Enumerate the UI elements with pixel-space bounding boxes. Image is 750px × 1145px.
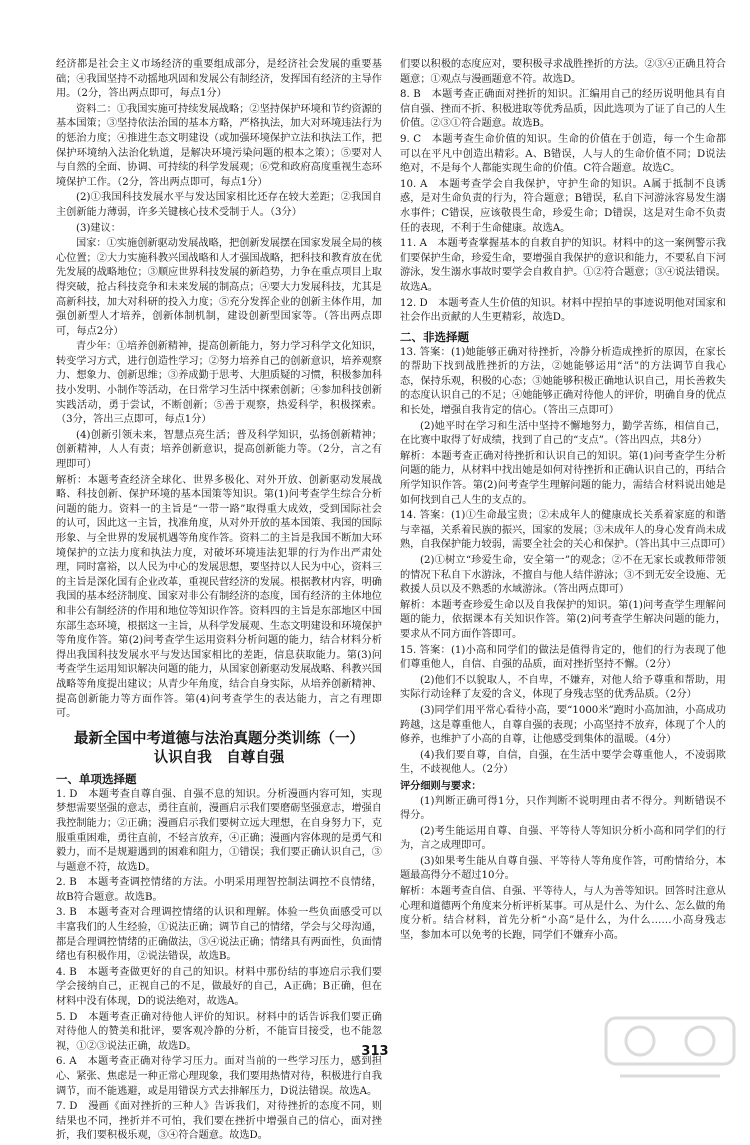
left-item-1: 1. D 本题考查自尊自强、自强不息的知识。分析漫画内容可知，实现梦想需要坚强的意志，勇往直前，漫画启示我们要磨砺坚强意志，增强自我控制能力；②正确；漫画启示我们要树立远大理想，在自身努力下，克服重重困难，勇往直前，不轻言放弃，④正确；漫画内容体现的是勇气和毅力，而不是规避遇到的困难和阻力，①错误；我们要正确认识自己，③与题意不符，故选D。 — [56, 788, 382, 873]
part-one-heading: 一、单项选择题 — [56, 771, 137, 786]
left-column — [56, 58, 382, 1145]
scoring-rule-3: (3)如果考生能从自尊自强、平等待人等角度作答，可酌情给分，本题最高得分不超过10分。 — [400, 855, 726, 882]
right-item-10: 10. A 本题考查学会自我保护，守护生命的知识。A属于抵制不良诱惑，是对生命负责的行为，符合题意；B错误，私自下河游泳容易发生溺水事件；C错误，应该敬畏生命，珍爱生命；D错误，这是对生命不负责任的表现，不利于生命健康。故选A。 — [400, 178, 726, 234]
section-title: 最新全国中考道德与法治真题分类训练（一） — [74, 730, 364, 747]
right-item-14-2: (2)①树立“珍爱生命，安全第一”的观念；②不在无家长或教师带领的情况下私自下水游泳，不擅自与他人结伴游泳；③不到无安全设施、无救援人员以及不熟悉的水域游泳。（答出两点即可） — [400, 555, 726, 596]
right-item-8: 8. B 本题考查正确面对挫折的知识。汇编用自己的经历说明他具有自信自强、挫而不折、积极进取等优秀品质，因此选项为了证了自己的人生价值。②③①符合题意。故选B。 — [400, 89, 726, 130]
left-item-5: 5. D 本题考查正确对待他人评价的知识。材料中的话告诉我们要正确对待他人的赞美和批评，要客观冷静的分析，不能盲目接受，也不能忽视，①②③说法正确，故选D。 — [56, 1011, 382, 1052]
right-item-13: 13. 答案：(1)她能够正确对待挫折，冷静分析造成挫折的原因，在家长的帮助下找到战胜挫折的方法，②她能够运用“活”的方法调节自我心态，保持乐观，积极的心态；③她能够积极正确地认识自己，用长善救失的态度认识自己的不足；④她能够正确对待他人的评价，明确自身的优点和长处，增强自我肯定的信心。（答出三点即可） — [400, 346, 726, 417]
left-analysis: 解析：本题考查经济全球化、世界多极化、对外开放、创新驱动发展战略、科技创新、保护环境的基本国策等知识。第(1)问考查学生综合分析问题的能力。资料一的主旨是“一带一路”取得重大成效，受到国际社会的认可，因此这一主旨，找准角度，从对外开放的基本国策、我国的国际形象、与全世界的发展机遇等角度作答。资料二的主旨是我国不断加大环境保护的立法力度和执法力度，对破坏环境违法犯罪的行为作出严肃处理，同时富裕，以人民为中心的发展思想，要坚持以人民为中心，资料三的主旨是深化国有企业改革，重视民营经济的发展。根据教材内容，明确我国的基本经济制度、国家对非公有制经济的态度，国有经济的主体地位和非公有制经济的作用和地位等知识作答。资料四的主旨是东部地区中国东部生态环境，根据这一主旨，从科学发展观、生态文明建设和环境保护等角度作答。第(2)问考查学生运用资料分析问题的能力，结合材料分析得出我国科技发展水平与发达国家相比的差距，信息获取能力。第(3)问考查学生运用知识解决问题的能力，从国家创新驱动发展战略、科教兴国战略等角度提出建议；从青少年角度，结合自身实际，从培养创新精神、提高创新能力等方面作答。第(4)问考查学生的表达能力，言之有理即可。 — [56, 474, 382, 720]
scoring-rule-1: (1)判断正确可得1分，只作判断不说明理由者不得分。判断错误不得分。 — [400, 795, 726, 822]
section-subtitle: 认识自我 自尊自强 — [153, 749, 285, 766]
right-item-9: 9. C 本题考查生命价值的知识。生命的价值在于创造，每一个生命都可以在平凡中创造出精彩。A、B错误，人与人的生命价值不同；D说法绝对，不是每个人都能实现生命的价值。C符合题意。故选C。 — [400, 133, 726, 175]
left-item-4: 4. B 本题考查做更好的自己的知识。材料中那份结的事迹启示我们要学会接纳自己，正视自己的不足，做最好的自己，A正确；B正确，但在材料中没有体现，D的说法绝对，故选A。 — [56, 966, 382, 1008]
right-item-14: 14. 答案：(1)①生命最宝贵；②未成年人的健康成长关系着家庭的和谐与幸福，关系着民族的振兴，国家的发展；③未成年人的身心发育尚未成熟，自我保护能力较弱，需要全社会的关心和保护。（答出其中三点即可） — [400, 510, 732, 551]
right-item-13-2: (2)她平时在学习和生活中坚持不懈地努力，勤学苦练，相信自己，在比赛中取得了好成绩，找到了自己的“支点”。（答出四点，共8分） — [400, 420, 726, 447]
scoring-rule-2: (2)考生能运用自尊、自强、平等待人等知识分析小高和同学们的行为，言之成理即可。 — [400, 825, 726, 852]
watermark-logo — [600, 1008, 740, 1088]
left-para-7: (4)创新引领未来，智慧点亮生活；普及科学知识，弘扬创新精神；创新精神，人人有责；培养创新意识，提高创新能力等。（2分，言之有理即可） — [56, 429, 382, 471]
right-item-15-3: (3)同学们用平常心看待小高，要“1000米”跑时小高加油，小高成功跨越，这是尊重他人，自尊自强的表现；小高坚持不放弃，体现了个人的修养，也维护了小高的自尊，让他感受到集体的温暖。（4分） — [400, 704, 726, 746]
left-para-4: (3)建议： — [76, 222, 121, 234]
left-para-2: 资料二：①我国实施可持续发展战略；②坚持保护环境和节约资源的基本国策；③坚持依法治国的基本方略，严格执法，加大对环境违法行为的惩治力度；④推进生态文明建设（或加强环境保护立法和执法工作，把保护环境纳入法治化轨道，是解决环境污染问题的根本之策）；⑤要对人与自然的全面、协调、可持续的科学发展观；⑥党和政府高度重视生态环境保护工作。（2分，答出两点即可，每点1分） — [56, 103, 382, 188]
scoring-rules-heading: 评分细则与要求： — [400, 779, 482, 792]
right-item-12: 12. D 本题考查人生价值的知识。材料中捏拍早的事迹说明他对国家和社会作出贡献的人生更精彩，故选D。 — [400, 297, 726, 324]
right-item-15-4: (4)我们要自尊，自信，自强，在生活中要学会尊重他人，不凌弱欺生，不歧视他人。（2分） — [400, 749, 726, 776]
right-item-15-analysis: 解析：本题考查自信、自强、平等待人，与人为善等知识。回答时注意从心理和道德两个角度来分析评析某事。可从是什么、为什么、怎么做的角度分析。结合材料，首先分析“小高”是什么，为什么……小高身残志坚，参加本可以免考的长跑，同学们不嫌弃小高。 — [400, 886, 726, 941]
left-para-3: (2)①我国科技发展水平与发达国家相比还存在较大差距；②我国自主创新能力薄弱，许多关键核心技术受制于人。（3分） — [56, 192, 382, 218]
right-item-14-analysis: 解析：本题考查珍爱生命以及自我保护的知识。第(1)问考查学生理解问题的能力，依据课本有关知识作答。第(2)问考查学生解决问题的能力，要求从不同方面作答即可。 — [400, 599, 726, 640]
page-number: 313 — [361, 1044, 389, 1059]
right-item-11: 11. A 本题考查掌握基本的自救自护的知识。材料中的这一案例警示我们要保护生命，珍爱生命，要增强自我保护的意识和能力，不要私自下河游泳，发生溺水事故时要学会自救自护。①②符合题意；③④说法错误。故选A。 — [400, 238, 726, 293]
part-two-heading: 二、非选择题 — [400, 329, 469, 344]
right-item-13-analysis: 解析：本题考查正确对待挫折和认识自己的知识。第(1)问考查学生分析问题的能力，从材料中找出她是如何对待挫折和正确认识自己的，再结合所学知识作答。第(2)问考查学生理解问题的能力，需结合材料说出她是如何找到自己人生的支点的。 — [400, 450, 726, 506]
left-item-2: 2. B 本题考查调控情绪的方法。小明采用理智控制法调控不良情绪，故B符合题意。故选B。 — [56, 877, 382, 903]
right-item-15-2: (2)他们不以貌取人，不自卑，不嫌弃，对他人给予尊重和帮助，用实际行动诠释了友爱的含义，体现了身残志坚的优秀品质。（2分） — [400, 674, 726, 701]
right-top-para: 们要以积极的态度应对，要积极寻求战胜挫折的方法。②③④正确且符合题意；①观点与漫画题意不符。故选D。 — [400, 59, 726, 85]
right-column — [400, 58, 732, 944]
left-para-1: 经济都是社会主义市场经济的重要组成部分，是经济社会发展的重要基础；④我国坚持不动摇地巩固和发展公有制经济，发挥国有经济的主导作用。（2分，答出两点即可，每点1分） — [56, 59, 382, 100]
left-item-7: 7. D 漫画《面对挫折的三种人》告诉我们，对待挫折的态度不同，则结果也不同，挫折并不可怕，我们要在挫折中增强自己的信心，面对挫折，我们要积极乐观，③④符合题意。故选D。 — [56, 1101, 382, 1142]
left-item-3: 3. B 本题考查对合理调控情绪的认识和理解。体验一些负面感受可以丰富我们的人生经验，①说法正确；调节自己的情绪，学会与父母沟通，都是合理调控情绪的正确做法，③④说法正确；情绪具有两面性，负面情绪也有积极作用，②说法错误，故选B。 — [56, 907, 382, 963]
left-para-5: 国家：①实施创新驱动发展战略，把创新发展摆在国家发展全局的核心位置；②大力实施科教兴国战略和人才强国战略，把科技和教育放在优先发展的战略地位；③顺应世界科技发展的新趋势，力争在重点项目上取得突破，抢占科技竞争和未来发展的制高点；④要大力发展科技，尤其是高新科技，加大对科研的投入力度；⑤充分发挥企业的创新主体作用，加强创新型人才培养，创新体制机制，建设创新型国家等。（答出两点即可，每点2分） — [56, 238, 382, 337]
left-item-6: 6. A 本题考查正确对待学习压力。面对当前的一些学习压力，感到担心、紧张、焦虑是一种正常心理现象，我们要用热情对待，积极进行自我调节，而不能逃避，或是用错误方式去排解压力，D说法错误。故选A。 — [56, 1056, 382, 1097]
right-item-15: 15. 答案：(1)小高和同学们的做法是值得肯定的，他们的行为表现了他们尊重他人，自信、自强的品质，面对挫折坚持不懈。（2分） — [400, 644, 726, 671]
left-para-6: 青少年：①培养创新精神，提高创新能力，努力学习科学文化知识，转变学习方式，进行创造性学习；②努力培养自己的创新意识，培养观察力、想象力、创新思维；③养成勤于思考、大胆质疑的习惯，积极参加科技小发明、小制作等活动，在日常学习生活中探索创新；④参加科技创新实践活动，勇于尝试，不断创新；⑤善于观察，热爱科学，积极探索。（3分，答出三点即可，每点1分） — [56, 341, 382, 426]
